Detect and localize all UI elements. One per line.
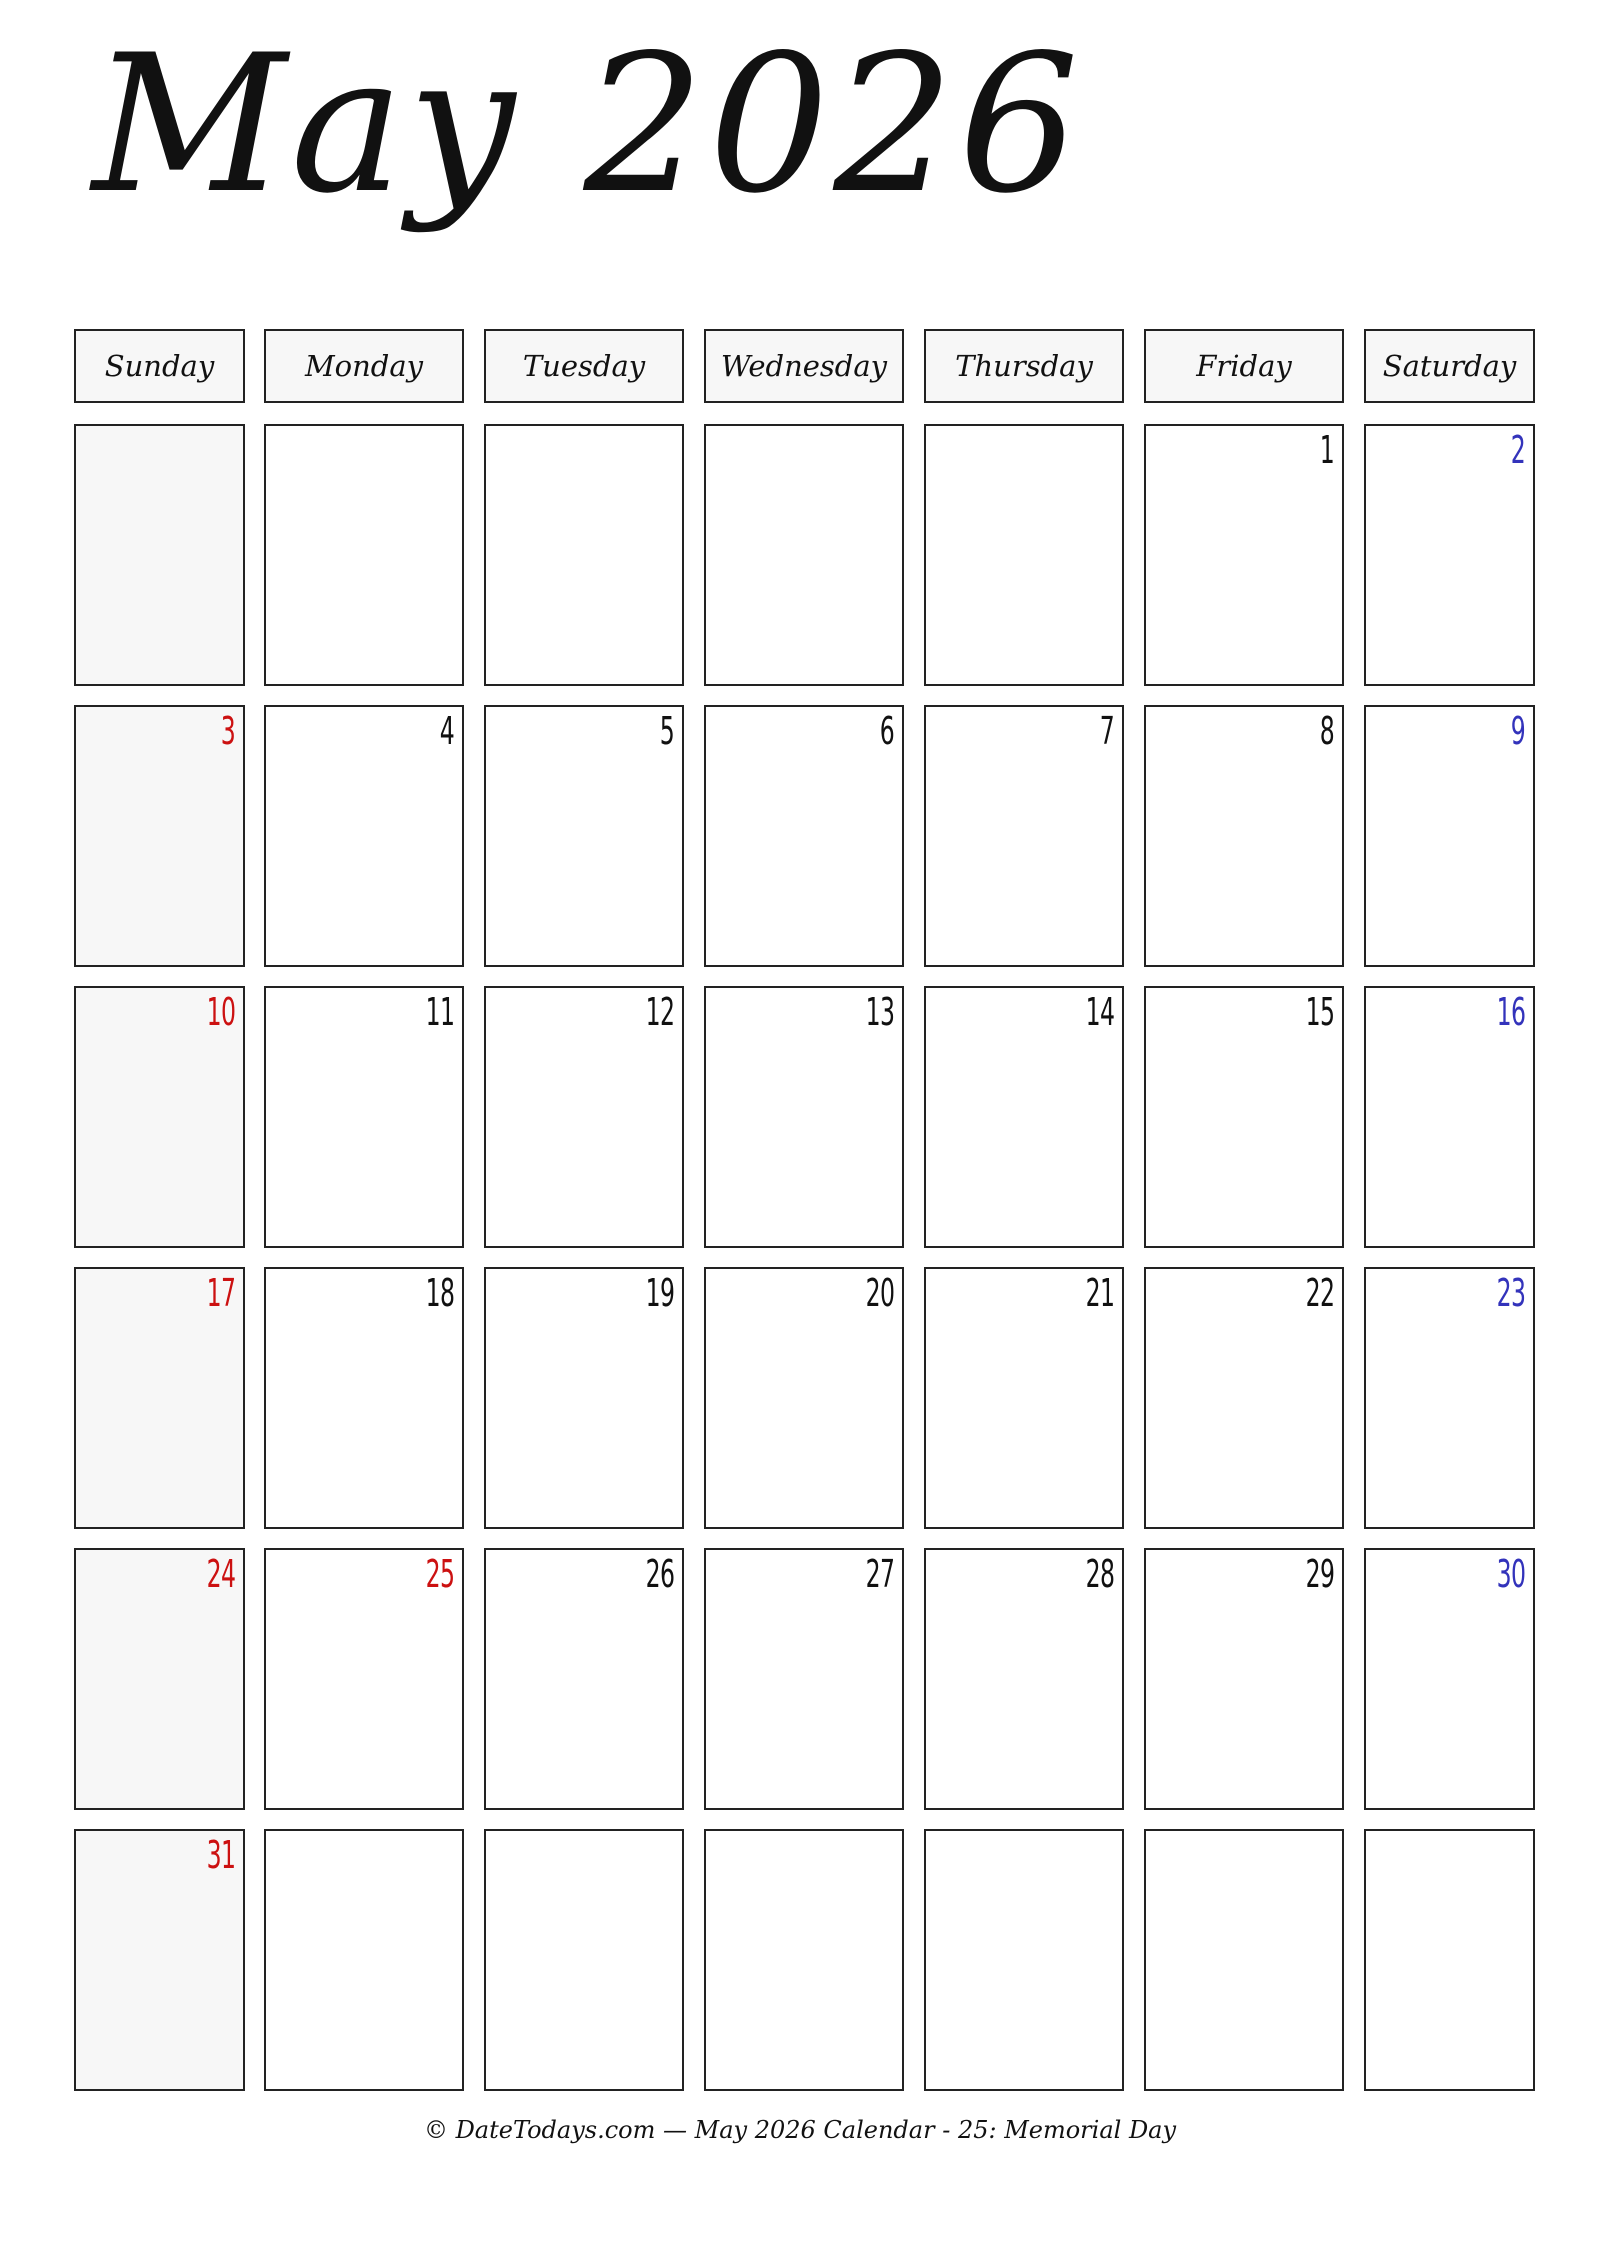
day-cell-10[interactable] xyxy=(74,986,245,1248)
day-number: 7 xyxy=(1099,709,1114,753)
day-cell-19[interactable] xyxy=(484,1267,684,1529)
day-number: 14 xyxy=(1085,990,1114,1034)
day-cell-23[interactable] xyxy=(1364,1267,1535,1529)
day-cell-11[interactable] xyxy=(264,986,464,1248)
day-number: 13 xyxy=(865,990,894,1034)
day-number: 16 xyxy=(1496,990,1525,1034)
day-cell-7[interactable] xyxy=(924,705,1124,967)
day-number: 29 xyxy=(1305,1552,1334,1596)
day-cell-20[interactable] xyxy=(704,1267,904,1529)
weekday-header-monday: Monday xyxy=(264,329,464,403)
empty-day-cell[interactable] xyxy=(1144,1829,1344,2091)
day-number: 31 xyxy=(206,1833,235,1877)
day-cell-22[interactable] xyxy=(1144,1267,1344,1529)
day-cell-9[interactable] xyxy=(1364,705,1535,967)
day-cell-1[interactable] xyxy=(1144,424,1344,686)
day-number: 3 xyxy=(220,709,235,753)
day-number: 10 xyxy=(206,990,235,1034)
weekday-header-friday: Friday xyxy=(1144,329,1344,403)
day-number: 5 xyxy=(659,709,674,753)
page-title: May 2026 xyxy=(92,14,1084,235)
empty-day-cell[interactable] xyxy=(74,424,245,686)
day-number: 6 xyxy=(879,709,894,753)
day-cell-13[interactable] xyxy=(704,986,904,1248)
day-number: 17 xyxy=(206,1271,235,1315)
day-number: 21 xyxy=(1085,1271,1114,1315)
day-cell-12[interactable] xyxy=(484,986,684,1248)
day-number: 23 xyxy=(1496,1271,1525,1315)
footer-caption: © DateTodays.com — May 2026 Calendar - 25: Memorial Day xyxy=(423,2116,1177,2144)
day-cell-18[interactable] xyxy=(264,1267,464,1529)
day-number: 27 xyxy=(865,1552,894,1596)
empty-day-cell[interactable] xyxy=(704,1829,904,2091)
day-cell-15[interactable] xyxy=(1144,986,1344,1248)
day-cell-24[interactable] xyxy=(74,1548,245,1810)
day-cell-3[interactable] xyxy=(74,705,245,967)
empty-day-cell[interactable] xyxy=(704,424,904,686)
day-cell-31[interactable] xyxy=(74,1829,245,2091)
weekday-header-wednesday: Wednesday xyxy=(704,329,904,403)
day-number: 26 xyxy=(645,1552,674,1596)
day-number: 24 xyxy=(206,1552,235,1596)
day-number: 18 xyxy=(425,1271,454,1315)
day-number: 4 xyxy=(439,709,454,753)
day-cell-29[interactable] xyxy=(1144,1548,1344,1810)
day-number: 9 xyxy=(1510,709,1525,753)
day-number: 30 xyxy=(1496,1552,1525,1596)
weekday-header-sunday: Sunday xyxy=(74,329,245,403)
day-cell-25[interactable] xyxy=(264,1548,464,1810)
weekday-header-thursday: Thursday xyxy=(924,329,1124,403)
empty-day-cell[interactable] xyxy=(924,1829,1124,2091)
day-number: 19 xyxy=(645,1271,674,1315)
empty-day-cell[interactable] xyxy=(264,424,464,686)
day-number: 15 xyxy=(1305,990,1334,1034)
day-cell-27[interactable] xyxy=(704,1548,904,1810)
day-cell-14[interactable] xyxy=(924,986,1124,1248)
day-number: 20 xyxy=(865,1271,894,1315)
day-cell-28[interactable] xyxy=(924,1548,1124,1810)
empty-day-cell[interactable] xyxy=(924,424,1124,686)
day-cell-2[interactable] xyxy=(1364,424,1535,686)
day-number: 11 xyxy=(425,990,454,1034)
day-cell-30[interactable] xyxy=(1364,1548,1535,1810)
day-cell-21[interactable] xyxy=(924,1267,1124,1529)
day-number: 8 xyxy=(1319,709,1334,753)
day-number: 12 xyxy=(645,990,674,1034)
day-cell-8[interactable] xyxy=(1144,705,1344,967)
weekday-header-tuesday: Tuesday xyxy=(484,329,684,403)
day-number: 22 xyxy=(1305,1271,1334,1315)
day-cell-6[interactable] xyxy=(704,705,904,967)
empty-day-cell[interactable] xyxy=(484,424,684,686)
weekday-header-saturday: Saturday xyxy=(1364,329,1535,403)
day-number: 25 xyxy=(425,1552,454,1596)
empty-day-cell[interactable] xyxy=(264,1829,464,2091)
day-number: 28 xyxy=(1085,1552,1114,1596)
day-cell-16[interactable] xyxy=(1364,986,1535,1248)
day-cell-4[interactable] xyxy=(264,705,464,967)
day-cell-5[interactable] xyxy=(484,705,684,967)
day-number: 1 xyxy=(1319,428,1334,472)
day-cell-26[interactable] xyxy=(484,1548,684,1810)
day-number: 2 xyxy=(1510,428,1525,472)
empty-day-cell[interactable] xyxy=(1364,1829,1535,2091)
empty-day-cell[interactable] xyxy=(484,1829,684,2091)
day-cell-17[interactable] xyxy=(74,1267,245,1529)
